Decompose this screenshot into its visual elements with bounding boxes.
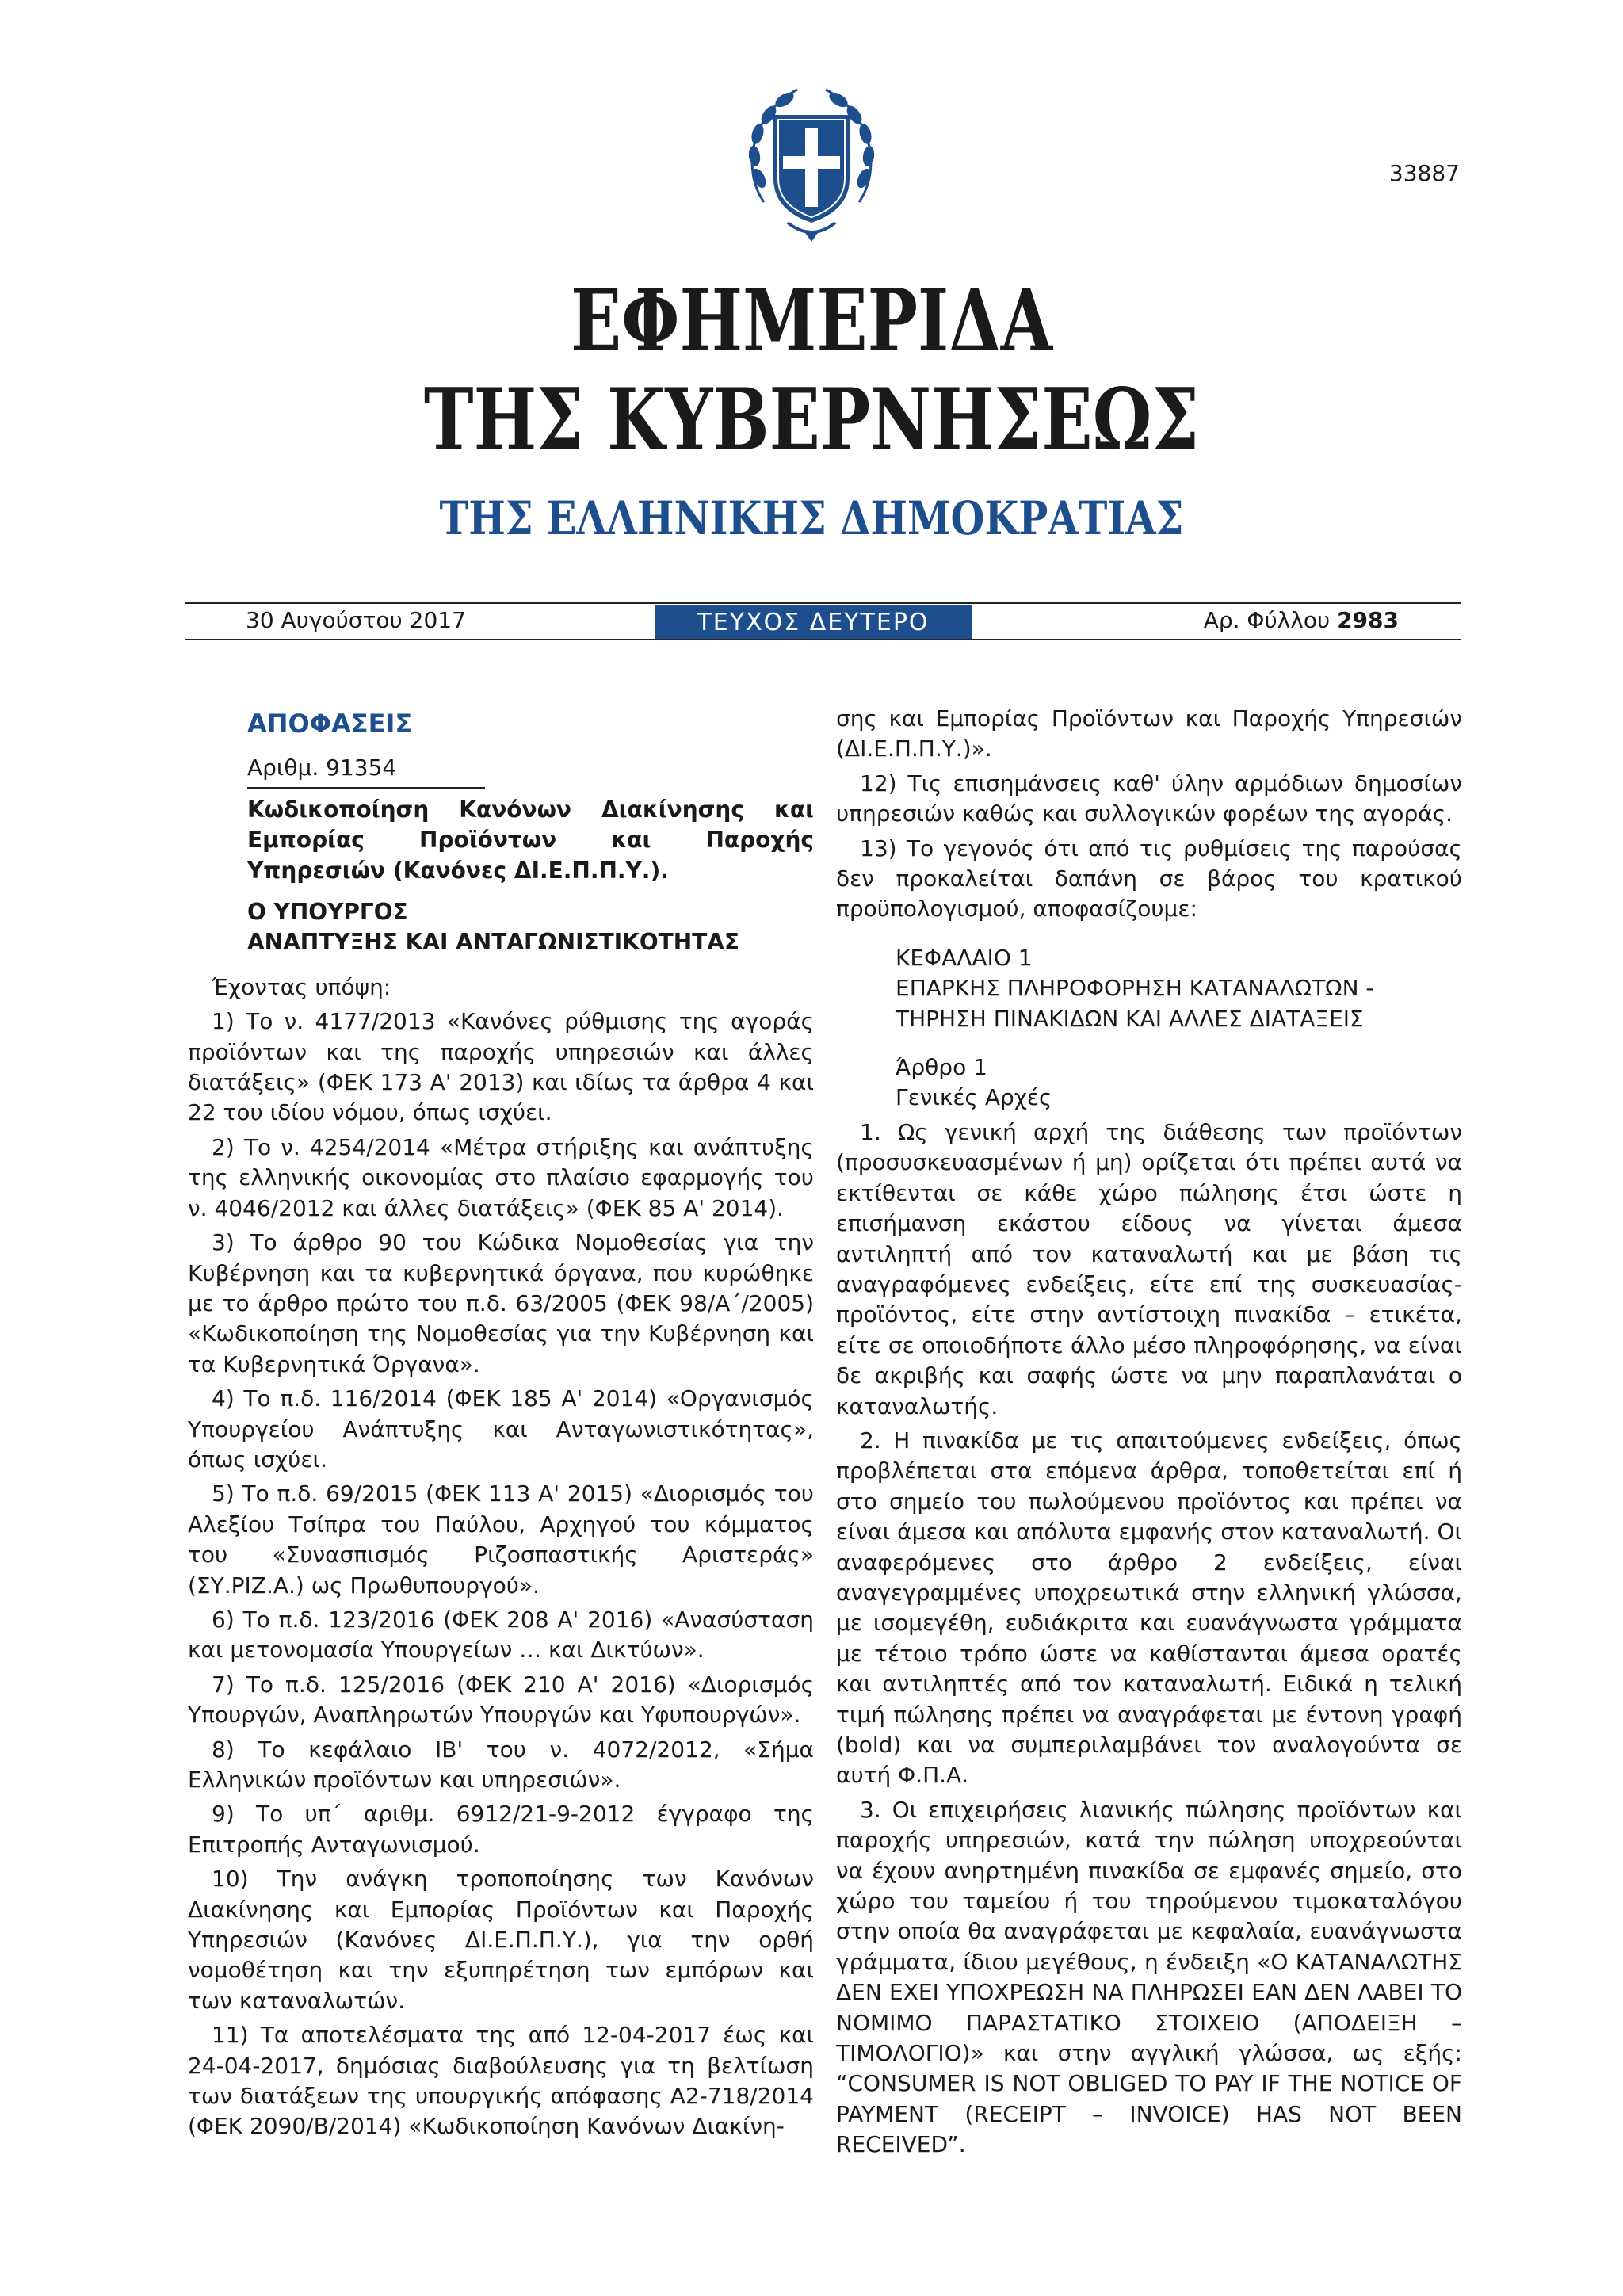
paragraph: 4) Το π.δ. 116/2014 (ΦΕΚ 185 Α' 2014) «Οργανισμός Υπουργείου Ανάπτυξης και Ανταγωνιστικότητας», όπως ισχύει. bbox=[188, 1385, 814, 1473]
paragraph: 3. Οι επιχειρήσεις λιανικής πώλησης προϊόντων και παροχής υπηρεσιών, κατά την πώληση υποχρεούνται να έχουν ανηρτημένη πινακίδα σε εμφανές σημείο, στο χώρο του ταμείου ή του τηρούμενου τιμοκαταλόγου στην οποία θα αναγράφεται με κεφαλαία, ευανάγνωστα γράμματα, ίδιου μεγέθους, η ένδειξη «Ο ΚΑΤΑΝΑΛΩΤΗΣ ΔΕΝ ΕΧΕΙ ΥΠΟΧΡΕΩΣΗ ΝΑ ΠΛΗΡΩΣΕΙ ΕΑΝ ΔΕΝ ΛΑΒΕΙ ΤΟ ΝΟΜΙΜΟ ΠΑΡΑΣΤΑΤΙΚΟ ΣΤΟΙΧΕΙΟ (ΑΠΟΔΕΙΞΗ – ΤΙΜΟΛΟΓΙΟ)» και στην αγγλική γλώσσα, ως εξής: “CONSUMER IS NOT OBLIGED TO PAY IF THE NOTICE OF PAYMENT (RECEIPT – INVOICE) HAS NOT BEEN RECEIVED”. bbox=[836, 1796, 1462, 2158]
paragraph-continuation: σης και Εμπορίας Προϊόντων και Παροχής Υπηρεσιών (ΔΙ.Ε.Π.Π.Υ.)». bbox=[836, 705, 1462, 762]
minister-line1: Ο ΥΠΟΥΡΓΟΣ bbox=[247, 899, 408, 926]
gazette-title-line1: ΕΦΗΜΕΡΙΔΑ bbox=[570, 271, 1053, 371]
issue-badge: ΤΕΥΧΟΣ ΔΕΥΤΕΡΟ bbox=[655, 605, 972, 640]
issue-date: 30 Αυγούστου 2017 bbox=[246, 607, 466, 633]
sheet-label: Αρ. Φύλλου bbox=[1203, 607, 1331, 633]
paragraph: 3) Το άρθρο 90 του Κώδικα Νομοθεσίας για την Κυβέρνηση και τα κυβερνητικά όργανα, που κυρώθηκε με το άρθρο πρώτο του π.δ. 63/2005 (ΦΕΚ 98/Α΄/2005) «Κωδικοποίηση της Νομοθεσίας για την Κυβέρνηση και τα Κυβερνητικά Όργανα». bbox=[188, 1229, 814, 1377]
paragraph: 10) Την ανάγκη τροποποίησης των Κανόνων Διακίνησης και Εμπορίας Προϊόντων και Παροχής Υπηρεσιών (Κανόνες ΔΙ.Ε.Π.Π.Υ.), για την ορθή νομοθέτηση και την εξυπηρέτηση των εμπόρων και των καταναλωτών. bbox=[188, 1866, 814, 2014]
header-rule-bottom bbox=[185, 639, 1461, 640]
paragraph: 5) Το π.δ. 69/2015 (ΦΕΚ 113 Α' 2015) «Διορισμός του Αλεξίου Τσίπρα του Παύλου, Αρχηγού του κόμματος του «Συνασπισμός Ριζοσπαστικής Αριστεράς» (ΣΥ.ΡΙΖ.Α.) ως Πρωθυπουργού». bbox=[188, 1480, 814, 1599]
sheet-number bbox=[1204, 607, 1399, 633]
paragraph: 6) Το π.δ. 123/2016 (ΦΕΚ 208 Α' 2016) «Ανασύσταση και μετονομασία Υπουργείων … και Δικτύων». bbox=[188, 1606, 814, 1664]
paragraph: 1. Ως γενική αρχή της διάθεσης των προϊόντων (προσυσκευασμένων ή μη) ορίζεται ότι πρέπει αυτά να εκτίθενται σε κάθε χώρο πώλησης έτσι ώστε η επισήμανση εκάστου είδους να γίνεται άμεσα αντιληπτή από τον καταναλωτή και με βάση τις αναγραφόμενες ενδείξεις, είτε επί της συσκευασίας-προϊόντος, είτε στην αντίστοιχη πινακίδα – ετικέτα, είτε σε οποιοδήποτε άλλο μέσο πληροφόρησης, να είναι δε ακριβής και σαφής ώστε να μην παραπλανάται ο καταναλωτής. bbox=[836, 1118, 1462, 1419]
coat-of-arms-emblem bbox=[742, 83, 881, 246]
paragraph: 1) Το ν. 4177/2013 «Κανόνες ρύθμισης της αγοράς προϊόντων και της παροχής υπηρεσιών και άλλες διατάξεις» (ΦΕΚ 173 Α' 2013) και ιδίως τα άρθρα 4 και 22 του ιδίου νόμου, όπως ισχύει. bbox=[188, 1008, 814, 1126]
paragraph: 11) Τα αποτελέσματα της από 12-04-2017 έως και 24-04-2017, δημόσιας διαβούλευσης για τη βελτίωση των διατάξεων της υπουργικής απόφασης Α2-718/2014 (ΦΕΚ 2090/Β/2014) «Κωδικοποίηση Κανόνων Διακίνη- bbox=[188, 2022, 814, 2140]
left-column bbox=[188, 704, 814, 2146]
decision-title: Κωδικοποίηση Κανόνων Διακίνησης και Εμπορίας Προϊόντων και Παροχής Υπηρεσιών (Κανόνες ΔΙ.Ε.Π.Π.Υ.). bbox=[247, 796, 814, 884]
sheet-number-value: 2983 bbox=[1337, 607, 1399, 633]
intro: Έχοντας υπόψη: bbox=[212, 973, 391, 1000]
gazette-subtitle: ΤΗΣ ΕΛΛΗΝΙΚΗΣ ΔΗΜΟΚΡΑΤΙΑΣ bbox=[439, 491, 1184, 545]
right-column bbox=[836, 704, 1462, 2164]
paragraph: 8) Το κεφάλαιο ΙΒ' του ν. 4072/2012, «Σήμα Ελληνικών προϊόντων και υπηρεσιών». bbox=[188, 1736, 814, 1793]
chapter-title-line1: ΕΠΑΡΚΗΣ ΠΛΗΡΟΦΟΡΗΣΗ ΚΑΤΑΝΑΛΩΤΩΝ - bbox=[896, 975, 1374, 1002]
page-number: 33887 bbox=[1388, 160, 1460, 186]
paragraph: 12) Τις επισημάνσεις καθ' ύλην αρμόδιων δημοσίων υπηρεσιών καθώς και συλλογικών φορέων της αγοράς. bbox=[836, 770, 1462, 827]
paragraph: 2) Το ν. 4254/2014 «Μέτρα στήριξης και ανάπτυξης της ελληνικής οικονομίας στο πλαίσιο εφαρμογής του ν. 4046/2012 και άλλες διατάξεις» (ΦΕΚ 85 Α' 2014). bbox=[188, 1133, 814, 1221]
paragraph: 7) Το π.δ. 125/2016 (ΦΕΚ 210 Α' 2016) «Διορισμός Υπουργών, Αναπληρωτών Υπουργών και Υφυπουργών». bbox=[188, 1671, 814, 1729]
paragraph: 13) Το γεγονός ότι από τις ρυθμίσεις της παρούσας δεν προκαλείται δαπάνη σε βάρος του κρατικού προϋπολογισμού, αποφασίζουμε: bbox=[836, 835, 1462, 923]
minister-line2: ΑΝΑΠΤΥΞΗΣ ΚΑΙ ΑΝΤΑΓΩΝΙΣΤΙΚΟΤΗΤΑΣ bbox=[247, 929, 740, 956]
gazette-title-line2: ΤΗΣ ΚΥΒΕΡΝΗΣΕΩΣ bbox=[423, 370, 1200, 470]
section-heading: ΑΠΟΦΑΣΕΙΣ bbox=[247, 709, 413, 739]
article-title: Γενικές Αρχές bbox=[896, 1084, 1052, 1111]
article-label: Άρθρο 1 bbox=[896, 1054, 987, 1081]
header-rule-top bbox=[185, 602, 1461, 604]
paragraph: 2. Η πινακίδα με τις απαιτούμενες ενδείξεις, όπως προβλέπεται στα επόμενα άρθρα, τοποθετείται επί ή στο σημείο του πωλούμενου προϊόντος και πρέπει να είναι άμεσα και απόλυτα εμφανής στον καταναλωτή. Οι αναφερόμενες στο άρθρο 2 ενδείξεις, είναι αναγεγραμμένες υποχρεωτικά στην ελληνική γλώσσα, με ισομεγέθη, ευδιάκριτα και ευανάγνωστα γράμματα με τέτοιο τρόπο ώστε να καθίστανται άμεσα ορατές και αντιληπτές από τον καταναλωτή. Ειδικά η τελική τιμή πώλησης πρέπει να αναγράφεται με έντονη γραφή (bold) και να συμπεριλαμβάνει τον αναλογούντα σε αυτή Φ.Π.Α. bbox=[836, 1427, 1462, 1789]
chapter-title-line2: ΤΗΡΗΣΗ ΠΙΝΑΚΙΔΩΝ ΚΑΙ ΑΛΛΕΣ ΔΙΑΤΑΞΕΙΣ bbox=[896, 1005, 1364, 1032]
paragraph: 9) Το υπ΄ αριθμ. 6912/21-9-2012 έγγραφο της Επιτροπής Ανταγωνισμού. bbox=[188, 1801, 814, 1858]
chapter-label: ΚΕΦΑΛΑΙΟ 1 bbox=[896, 944, 1033, 971]
decision-number: Αριθμ. 91354 bbox=[247, 753, 485, 788]
